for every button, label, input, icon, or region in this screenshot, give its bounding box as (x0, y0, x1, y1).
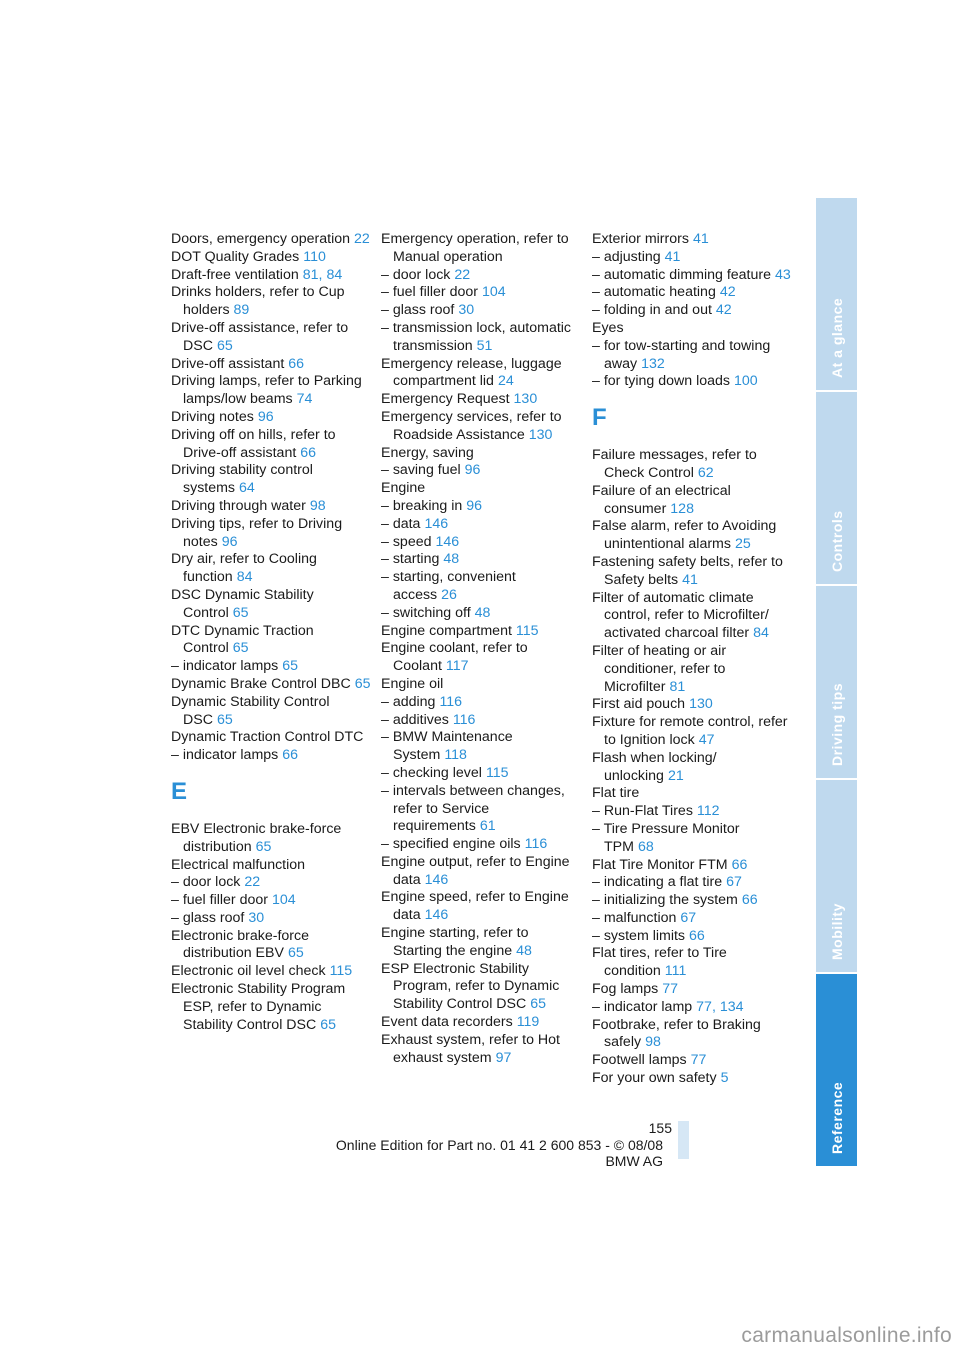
page-reference-link[interactable]: 22 (354, 231, 370, 247)
index-entry (592, 857, 792, 875)
index-entry (171, 910, 371, 928)
index-entry (381, 925, 581, 961)
index-entry-text: Exhaust system, refer to Hot exhaust system (381, 1031, 560, 1066)
index-entry (592, 750, 792, 786)
index-entry (592, 338, 792, 374)
page-reference-link[interactable]: 42 (719, 284, 736, 301)
index-entry (171, 658, 371, 676)
index-entry (592, 554, 792, 590)
page-reference-link[interactable]: 67 (726, 874, 742, 891)
index-entry (381, 712, 581, 730)
index-entry (171, 623, 371, 659)
index-letter-heading: F (592, 404, 607, 432)
page-reference-link[interactable]: 66 (300, 444, 317, 461)
index-entry-text: – additives (381, 711, 449, 728)
index-entry (592, 518, 792, 554)
page-reference-link[interactable]: 65 (216, 711, 233, 728)
index-entry-text: ESP Electronic Stability Program, refer to Dynamic Stability Control DSC (381, 960, 560, 1013)
index-entry-text: Dry air, refer to Cooling function (171, 551, 317, 586)
page-reference-link[interactable]: 22 (454, 266, 471, 283)
index-entry-text: Dynamic Traction Control DTC (171, 729, 364, 746)
index-entry (592, 302, 792, 320)
index-entry-text: Driving lamps, refer to Parking lamps/low beams (171, 373, 362, 408)
index-entry (171, 857, 371, 875)
index-entry (592, 231, 792, 249)
section-tab-reference[interactable] (816, 974, 857, 1168)
page-reference-link[interactable]: 74 (296, 391, 313, 408)
page-reference-link[interactable]: 112 (696, 803, 720, 820)
page-reference-link[interactable]: 81 (302, 266, 319, 283)
index-entry (381, 480, 581, 498)
index-entry-text: Failure messages, refer to Check Control (592, 447, 757, 481)
edition-footer: Online Edition for Part no. 01 41 2 600 853 - © 08/08 BMW AG (335, 1137, 663, 1169)
page-reference-link[interactable]: 146 (424, 871, 449, 888)
page-reference-link[interactable]: 65 (232, 604, 249, 621)
page-reference-link[interactable]: 146 (424, 907, 449, 924)
index-entry (592, 373, 792, 391)
index-entry-text: Fastening safety belts, refer to Safety belts (592, 553, 783, 588)
page-reference-link[interactable]: 128 (670, 500, 694, 517)
section-tab-at-a-glance[interactable] (816, 198, 857, 392)
index-entry-text: Driving tips, refer to Driving notes (171, 515, 343, 550)
page-reference-link[interactable]: 84 (753, 625, 769, 642)
page-reference-link[interactable]: 26 (441, 586, 457, 603)
page-reference-link[interactable]: 25 (734, 536, 751, 553)
section-tab-driving-tips[interactable] (816, 586, 857, 780)
index-entry-text: Footbrake, refer to Braking safely (592, 1016, 761, 1051)
page-reference-link[interactable]: 96 (257, 408, 274, 425)
index-entry-text: Emergency services, refer to Roadside Assistance (381, 408, 562, 443)
page-reference-link[interactable]: 111 (664, 963, 687, 980)
section-tab-label: Driving tips (828, 682, 845, 766)
page-reference-link[interactable]: 116 (439, 693, 463, 710)
index-entry (171, 587, 371, 623)
page-reference-link[interactable]: 110 (303, 248, 326, 265)
page-reference-link[interactable]: 130 (689, 696, 713, 713)
index-entry-text: Dynamic Stability Control DSC (171, 693, 330, 728)
index-entry-text: – starting (381, 551, 440, 568)
index-entry-text: Engine coolant, refer to Coolant (381, 640, 528, 675)
index-entry-text: – folding in and out (592, 302, 712, 319)
index-entry (171, 498, 371, 516)
index-entry (592, 785, 792, 803)
index-entry-text: – Run-Flat Tires (592, 803, 693, 820)
index-entry-text: Energy, saving (381, 444, 474, 461)
section-tabs (816, 198, 857, 1168)
page-reference-link[interactable]: 41 (682, 571, 698, 588)
page-reference-link[interactable]: 61 (479, 818, 496, 835)
index-entry-text: Fixture for remote control, refer to Ignition lock (592, 714, 788, 748)
index-entry-text: Engine oil (381, 675, 444, 692)
index-entry (381, 231, 581, 267)
index-entry (171, 409, 371, 427)
index-entry (381, 267, 581, 285)
page-reference-link[interactable]: 43 (775, 266, 791, 283)
index-entry (381, 889, 581, 925)
index-entry (171, 373, 371, 409)
index-entry-text: Electronic oil level check (171, 963, 326, 980)
page-reference-link[interactable]: 67 (680, 909, 697, 926)
page-reference-link[interactable]: 65 (354, 675, 371, 692)
index-entry-text: Driving through water (171, 497, 306, 514)
index-entry (171, 462, 371, 498)
index-entry-text: – adding (381, 693, 436, 710)
index-entry-text: Failure of an electrical consumer (592, 482, 731, 517)
page-reference-link[interactable]: 64 (239, 480, 255, 497)
page-reference-link[interactable]: 89 (233, 302, 250, 319)
index-entry (381, 356, 581, 392)
page-reference-link[interactable]: 97 (495, 1049, 512, 1066)
index-entry-text: Fog lamps (592, 981, 659, 998)
index-entry-text: DSC Dynamic Stability Control (171, 586, 314, 621)
page-reference-link[interactable]: 48 (443, 551, 460, 568)
page-reference-link[interactable]: 130 (513, 391, 538, 408)
page-reference-link[interactable]: 146 (435, 533, 460, 550)
section-tab-label: Mobility (828, 903, 845, 960)
index-entry (381, 640, 581, 676)
index-entry (592, 696, 792, 714)
index-entry-text: Drive-off assistance, refer to DSC (171, 319, 349, 354)
index-entry (171, 694, 371, 730)
index-entry-text: – BMW Maintenance System (381, 729, 513, 764)
index-entry-text: – automatic dimming feature (592, 266, 772, 283)
index-entry-text: – saving fuel (381, 462, 461, 479)
index-entry-text: – malfunction (592, 909, 677, 926)
watermark: carmanualsonline.info (741, 1324, 952, 1347)
index-entry (381, 836, 581, 854)
page-reference-link[interactable]: 117 (445, 658, 469, 675)
page-reference-link[interactable]: 65 (216, 337, 233, 354)
page-reference-link[interactable]: 48 (516, 942, 532, 959)
index-entry-text: Exterior mirrors (592, 231, 689, 247)
page-reference-link[interactable]: 81 (669, 678, 686, 695)
page-reference-link[interactable]: 132 (641, 355, 665, 372)
index-entry (381, 534, 581, 552)
index-entry-text: – for tying down loads (592, 373, 731, 390)
index-entry-text: DOT Quality Grades (171, 248, 300, 265)
index-entry-text: Driving off on hills, refer to Drive-off assistant (171, 426, 336, 461)
index-entry (592, 267, 792, 285)
index-entry (592, 249, 792, 267)
index-entry (381, 623, 581, 641)
index-entry (381, 569, 581, 605)
index-entry-text: – glass roof (171, 909, 245, 926)
index-entry (592, 447, 792, 483)
index-entry-text: – breaking in (381, 497, 463, 514)
index-entry (592, 643, 792, 696)
index-entry (381, 445, 581, 463)
index-entry-text: False alarm, refer to Avoiding unintentional alarms (592, 518, 777, 553)
index-entry-text: – starting, convenient access (381, 569, 516, 603)
index-entry-text: – indicator lamp (592, 998, 693, 1015)
index-entry (381, 1032, 581, 1068)
page-reference-link[interactable]: 84 (326, 266, 343, 283)
index-entry-text: – automatic heating (592, 284, 716, 301)
index-entry (381, 284, 581, 302)
index-entry (381, 605, 581, 623)
index-entry-text: – adjusting (592, 248, 661, 265)
page-reference-link[interactable]: 96 (464, 462, 481, 479)
index-entry (171, 516, 371, 552)
index-entry-text: Engine (381, 480, 426, 497)
page-reference-link[interactable]: 5 (720, 1070, 729, 1087)
index-entry (592, 714, 792, 750)
index-entry (171, 928, 371, 964)
index-entry (592, 1070, 792, 1088)
index-entry-text: – switching off (381, 604, 471, 621)
index-entry (592, 874, 792, 892)
index-entry (171, 356, 371, 374)
index-entry (381, 391, 581, 409)
index-entry-text: Filter of heating or air conditioner, refer to Microfilter (592, 642, 727, 695)
page-reference-link[interactable]: 115 (485, 764, 509, 781)
index-letter-heading: E (171, 777, 188, 805)
index-entry-text: Driving notes (171, 408, 254, 425)
index-entry (171, 874, 371, 892)
index-entry (381, 961, 581, 1014)
index-entry: Draft-free ventilation 81, 84 (171, 266, 343, 283)
index-entry-text: Engine compartment (381, 622, 512, 639)
index-entry (381, 320, 581, 356)
index-entry-text: Flat Tire Monitor FTM (592, 856, 728, 873)
page-reference-link[interactable]: 42 (715, 302, 732, 319)
index-entry-text: Driving stability control systems (171, 462, 313, 497)
page-reference-link[interactable]: 30 (458, 302, 475, 319)
index-entry (381, 516, 581, 534)
index-entry (171, 427, 371, 463)
index-entry (381, 783, 581, 836)
index-entry-text: – data (381, 515, 421, 532)
index-entry (171, 747, 371, 765)
index-entry-text: Flash when locking/ unlocking (592, 749, 717, 784)
index-entry (381, 302, 581, 320)
index-entry: – indicator lamp 77, 134 (592, 998, 744, 1015)
index-entry-text: – indicator lamps (171, 747, 279, 764)
page-reference-link[interactable]: 48 (474, 604, 491, 621)
index-entry (171, 249, 371, 267)
page-reference-link[interactable]: 47 (698, 731, 715, 748)
index-entry-text: For your own safety (592, 1070, 717, 1087)
index-entry-text: – indicating a flat tire (592, 874, 723, 891)
page-reference-link[interactable]: 104 (482, 284, 506, 301)
index-entry-text: – specified engine oils (381, 836, 521, 853)
page-reference-link[interactable]: 66 (741, 892, 758, 909)
section-tab-label: Reference (828, 1081, 845, 1154)
index-entry (381, 409, 581, 445)
page-reference-link[interactable]: 116 (452, 711, 476, 728)
page-reference-link[interactable]: 77 (696, 998, 712, 1015)
index-entry-text: Eyes (592, 319, 624, 336)
index-column-2 (381, 231, 581, 1067)
index-entry-text: – fuel filler door (381, 284, 478, 301)
page-reference-link[interactable]: 41 (664, 248, 681, 265)
index-entry-text: EBV Electronic brake-force distribution (171, 820, 342, 855)
index-entry (381, 854, 581, 890)
index-entry-text: – speed (381, 533, 432, 550)
index-entry (171, 231, 371, 249)
section-tab-controls[interactable] (816, 392, 857, 586)
index-entry (592, 910, 792, 928)
index-entry-text: DTC Dynamic Traction Control (171, 622, 314, 657)
index-entry (171, 892, 371, 910)
index-entry (592, 284, 792, 302)
page-reference-link[interactable]: 96 (466, 497, 483, 514)
section-tab-mobility[interactable] (816, 780, 857, 974)
index-entry (171, 551, 371, 587)
section-tab-label: At a glance (828, 297, 845, 378)
index-entry-text: – intervals between changes, refer to Service requirements (381, 782, 565, 835)
index-entry (171, 729, 371, 747)
index-entry-text: – Tire Pressure Monitor TPM (592, 820, 740, 855)
footer-accent-bar (678, 1121, 689, 1159)
index-entry (381, 765, 581, 783)
index-entry (592, 803, 792, 821)
index-entry (592, 590, 792, 643)
index-entry (592, 821, 792, 857)
index-entry (592, 1052, 792, 1070)
index-entry (592, 945, 792, 981)
index-entry-text: Engine output, refer to Engine data (381, 853, 570, 888)
page-reference-link[interactable]: 66 (689, 927, 705, 944)
index-entry-text: Engine starting, refer to Starting the engine (381, 925, 529, 959)
page-reference-link[interactable]: 65 (232, 640, 249, 657)
page-reference-link[interactable]: 24 (497, 373, 514, 390)
index-entry (381, 462, 581, 480)
index-entry (381, 1014, 581, 1032)
index-entry (171, 320, 371, 356)
index-entry (171, 284, 371, 320)
index-entry-text: Drive-off assistant (171, 355, 285, 372)
page-reference-link[interactable]: 104 (272, 892, 296, 909)
page-reference-link[interactable]: 66 (282, 747, 299, 764)
index-entry (381, 694, 581, 712)
page-reference-link[interactable]: 100 (734, 373, 758, 390)
index-entry-text: – transmission lock, automatic transmission (381, 319, 572, 354)
index-entry-text: Doors, emergency operation (171, 231, 351, 247)
page-reference-link[interactable]: 22 (244, 874, 261, 891)
index-entry (592, 483, 792, 519)
index-entry-text: Emergency release, luggage compartment lid (381, 355, 562, 390)
index-entry-text: – indicator lamps (171, 658, 279, 675)
page-reference-link[interactable]: 134 (719, 998, 744, 1015)
page-reference-link[interactable]: 115 (329, 963, 353, 980)
page-reference-link[interactable]: 98 (645, 1034, 661, 1051)
page-reference-link[interactable]: 41 (692, 231, 709, 247)
index-entry-text: Filter of automatic climate control, refer to Microfilter/ activated charcoal filter (592, 589, 769, 642)
index-entry-text: First aid pouch (592, 696, 686, 713)
page-reference-link[interactable]: 146 (424, 515, 449, 532)
index-entry-text: Event data recorders (381, 1014, 513, 1031)
index-entry-text: Engine speed, refer to Engine data (381, 889, 569, 924)
index-column-3 (592, 231, 792, 1088)
page-reference-link[interactable]: 65 (255, 838, 272, 855)
index-entry (171, 963, 371, 981)
page-reference-link[interactable]: 130 (528, 426, 553, 443)
page-reference-link[interactable]: 98 (309, 497, 326, 514)
index-entry (592, 981, 792, 999)
index-entry-text: – for tow-starting and towing away (592, 337, 771, 372)
index-entry-text: Emergency operation, refer to Manual operation (381, 231, 569, 265)
index-entry-text: – fuel filler door (171, 892, 268, 909)
page-reference-link[interactable]: 77 (662, 981, 679, 998)
index-entry-text: – system limits (592, 927, 686, 944)
page-reference-link[interactable]: 62 (697, 464, 714, 481)
page-reference-link[interactable]: 116 (524, 836, 548, 853)
index-entry-text: Electronic brake-force distribution EBV (171, 927, 309, 962)
index-entry (592, 320, 792, 338)
index-entry-text: Electronic Stability Program ESP, refer to Dynamic Stability Control DSC (171, 981, 346, 1033)
index-entry-text: Flat tires, refer to Tire condition (592, 945, 727, 980)
index-entry (381, 498, 581, 516)
index-entry-text: – glass roof (381, 302, 455, 319)
index-entry (171, 821, 371, 857)
page-reference-link[interactable]: 65 (282, 658, 299, 675)
index-entry (381, 551, 581, 569)
page-reference-link[interactable]: 118 (444, 747, 467, 764)
page-reference-link[interactable]: 65 (320, 1016, 337, 1033)
page-reference-link[interactable]: 77 (690, 1052, 707, 1069)
page-reference-link[interactable]: 30 (248, 909, 265, 926)
index-entry (381, 676, 581, 694)
page-reference-link[interactable]: 84 (236, 569, 253, 586)
index-entry (171, 981, 371, 1034)
index-entry-text: – door lock (381, 266, 451, 283)
index-entry (171, 676, 371, 694)
index-entry (381, 729, 581, 765)
page-reference-link[interactable]: 65 (287, 945, 304, 962)
index-entry (592, 892, 792, 910)
index-entry-text: – door lock (171, 874, 241, 891)
page-reference-link[interactable]: 51 (476, 337, 493, 354)
index-column-1 (171, 231, 371, 1034)
section-tab-label: Controls (828, 510, 845, 572)
index-entry-text: Flat tire (592, 785, 640, 802)
page-reference-link[interactable]: 68 (637, 838, 654, 855)
index-entry-text: Emergency Request (381, 391, 510, 408)
index-entry-text: – initializing the system (592, 892, 738, 909)
index-entry-text: Draft-free ventilation (171, 266, 299, 283)
page-reference-link[interactable]: 66 (731, 856, 748, 873)
index-entry-text: Drinks holders, refer to Cup holders (171, 284, 345, 319)
page-number: 155 (648, 1120, 672, 1136)
index-entry (592, 928, 792, 946)
page-reference-link[interactable]: 119 (516, 1014, 540, 1031)
index-entry-text: – checking level (381, 764, 482, 781)
index-entry (592, 1017, 792, 1053)
page-reference-link[interactable]: 21 (667, 767, 684, 784)
index-entry-text: Footwell lamps (592, 1052, 687, 1069)
page-reference-link[interactable]: 96 (221, 533, 238, 550)
page-reference-link[interactable]: 66 (288, 355, 305, 372)
page-reference-link[interactable]: 65 (530, 996, 547, 1013)
index-entry-text: Electrical malfunction (171, 856, 306, 873)
index-entry-text: Dynamic Brake Control DBC (171, 675, 351, 692)
page-reference-link[interactable]: 115 (515, 622, 539, 639)
